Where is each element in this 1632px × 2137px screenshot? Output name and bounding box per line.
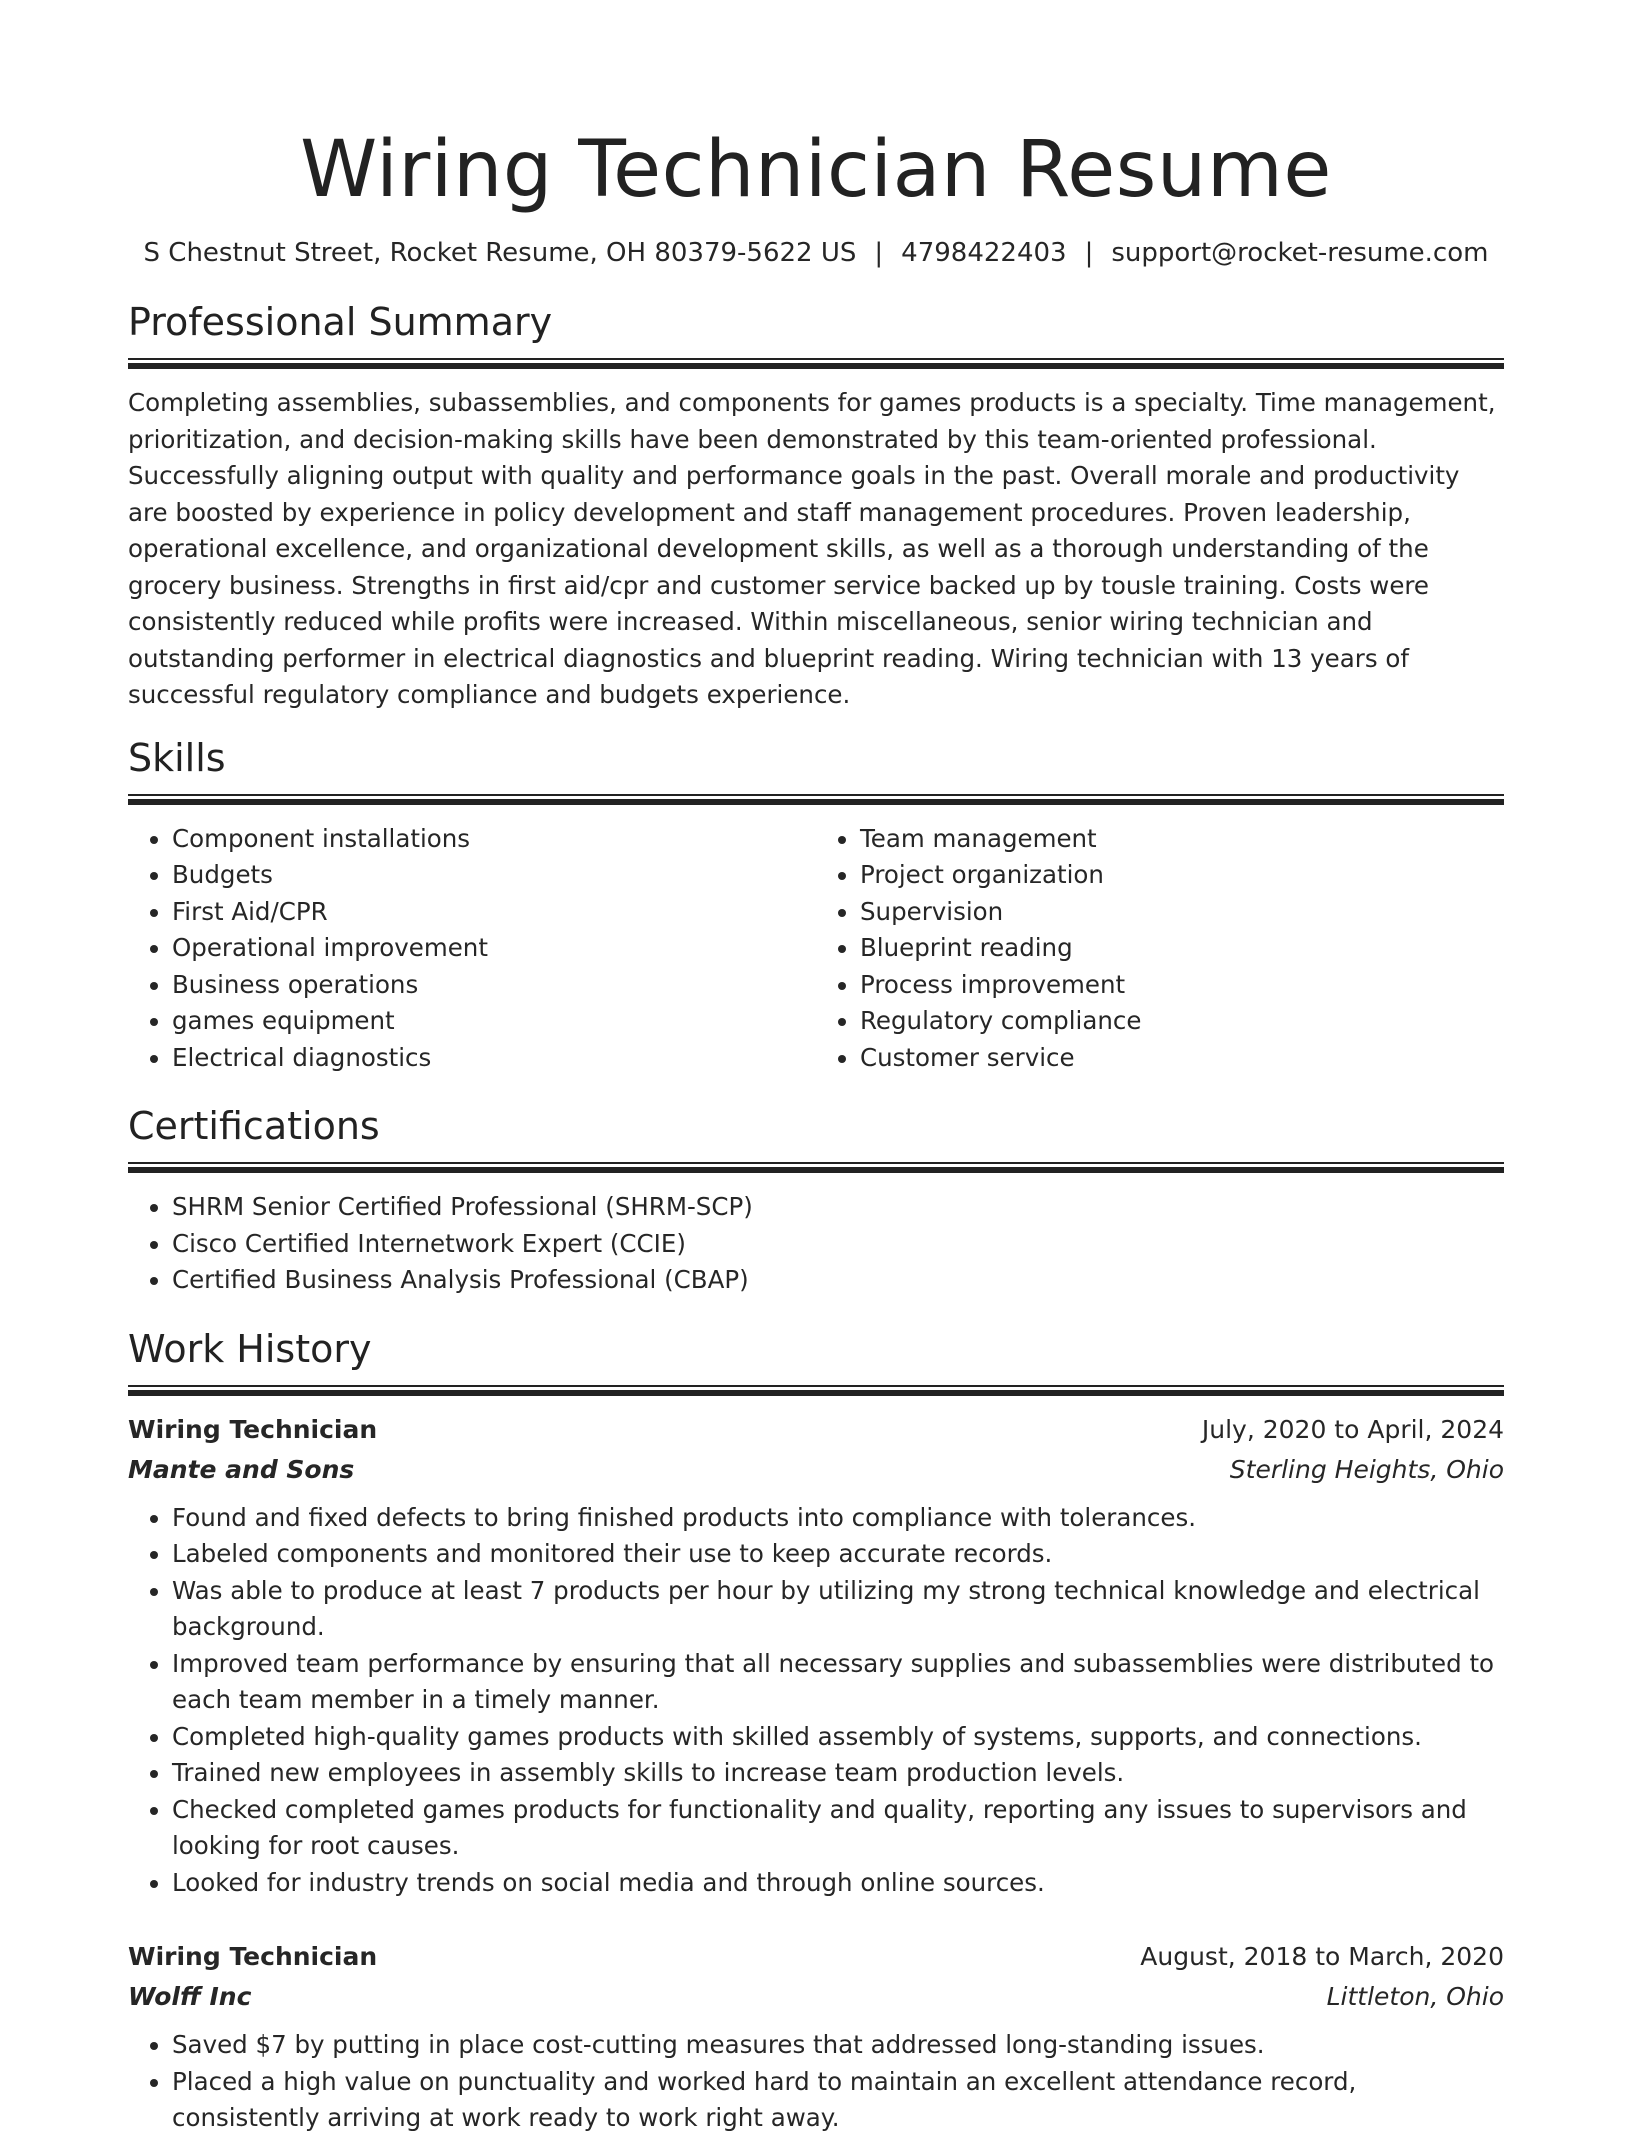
contact-separator: | [874, 238, 884, 268]
job-company: Mante and Sons [128, 1454, 355, 1484]
job-location: Littleton, Ohio [1326, 1982, 1504, 2011]
job-bullet: • Placed a high value on punctuality and worked hard to maintain an excellent attendance record, consistently arriving at work ready to work right away. [172, 2064, 1504, 2137]
section-rule [128, 794, 1504, 805]
job-bullet: • Improved team performance by ensuring that all necessary supplies and subassemblies were distributed to each team member in a timely manner. [172, 1646, 1504, 1719]
skill-item: • Regulatory compliance [860, 1003, 1504, 1040]
job-bullet-list [128, 2027, 1504, 2137]
skills-grid [128, 821, 1504, 1077]
skill-item: • First Aid/CPR [172, 894, 816, 931]
job-bullet-list [128, 1500, 1504, 1902]
contact-address: S Chestnut Street, Rocket Resume, OH 80379-5622 US [143, 238, 857, 268]
contact-separator: | [1084, 238, 1094, 268]
contact-line [128, 236, 1504, 270]
job-bullet: • Checked completed games products for functionality and quality, reporting any issues to supervisors and looking for root causes. [172, 1792, 1504, 1865]
skill-item: • Customer service [860, 1040, 1504, 1077]
certifications-heading: Certifications [128, 1104, 380, 1148]
work-history-heading: Work History [128, 1326, 372, 1371]
job-dates: July, 2020 to April, 2024 [1201, 1414, 1504, 1444]
summary-text: Completing assemblies, subassemblies, and components for games products is a specialty. Time management, prioritization, and decision-making skills have been demonstrated by this team-oriented professional. Successfully aligning output with quality and performance goals in the past. Overall morale and productivity are boosted by experience in policy development and staff management procedures. Proven leadership, operational excellence, and organizational development skills, as well as a thorough understanding of the grocery business. Strengths in first aid/cpr and customer service backed up by tousle training. Costs were consistently reduced while profits were increased. Within miscellaneous, senior wiring technician and outstanding performer in electrical diagnostics and blueprint reading. Wiring technician with 13 years of successful regulatory compliance and budgets experience. [128, 388, 1496, 709]
skill-item: • Process improvement [860, 967, 1504, 1004]
certifications-section [128, 1102, 1504, 1299]
skill-item: • Operational improvement [172, 930, 816, 967]
summary-section [128, 298, 1504, 714]
skills-section [128, 734, 1504, 1077]
job-header-row [128, 1410, 1504, 1450]
section-rule [128, 1162, 1504, 1173]
skill-item: • Team management [860, 821, 1504, 858]
certification-item: • Certified Business Analysis Professional (CBAP) [172, 1262, 1504, 1299]
skill-item: • Electrical diagnostics [172, 1040, 816, 1077]
job-entry [128, 1937, 1504, 2137]
contact-phone: 4798422403 [901, 238, 1067, 268]
skills-list-right [816, 821, 1504, 1077]
job-bullet: • Found and fixed defects to bring finished products into compliance with tolerances. [172, 1500, 1504, 1537]
skill-item: • Business operations [172, 967, 816, 1004]
section-rule [128, 1385, 1504, 1396]
job-location: Sterling Heights, Ohio [1229, 1454, 1504, 1484]
skill-item: • Budgets [172, 857, 816, 894]
skill-item: • games equipment [172, 1003, 816, 1040]
job-header-row [128, 1937, 1504, 1977]
section-rule [128, 358, 1504, 369]
job-title: Wiring Technician [128, 1942, 378, 1971]
resume-page [128, 0, 1504, 2137]
job-title: Wiring Technician [128, 1414, 378, 1444]
contact-email: support@rocket-resume.com [1111, 238, 1489, 268]
summary-heading: Professional Summary [128, 300, 553, 344]
job-entry [128, 1410, 1504, 1902]
certifications-list [128, 1189, 1504, 1299]
job-company: Wolff Inc [128, 1982, 252, 2011]
job-dates: August, 2018 to March, 2020 [1140, 1942, 1504, 1971]
skill-item: • Supervision [860, 894, 1504, 931]
skill-item: • Component installations [172, 821, 816, 858]
job-bullet: • Looked for industry trends on social media and through online sources. [172, 1865, 1504, 1902]
certification-item: • SHRM Senior Certified Professional (SHRM-SCP) [172, 1189, 1504, 1226]
job-company-row [128, 1977, 1504, 2017]
skills-heading: Skills [128, 735, 226, 780]
certification-item: • Cisco Certified Internetwork Expert (CCIE) [172, 1226, 1504, 1263]
skill-item: • Project organization [860, 857, 1504, 894]
resume-title: Wiring Technician Resume [300, 125, 1332, 215]
job-bullet: • Was able to produce at least 7 products per hour by utilizing my strong technical knowledge and electrical background. [172, 1573, 1504, 1646]
job-company-row [128, 1450, 1504, 1490]
skill-item: • Blueprint reading [860, 930, 1504, 967]
job-bullet: • Trained new employees in assembly skills to increase team production levels. [172, 1755, 1504, 1792]
skills-list-left [128, 821, 816, 1077]
job-bullet: • Labeled components and monitored their use to keep accurate records. [172, 1536, 1504, 1573]
job-bullet: • Completed high-quality games products with skilled assembly of systems, supports, and connections. [172, 1719, 1504, 1756]
work-history-section [128, 1325, 1504, 2137]
job-bullet: • Saved $7 by putting in place cost-cutting measures that addressed long-standing issues. [172, 2027, 1504, 2064]
